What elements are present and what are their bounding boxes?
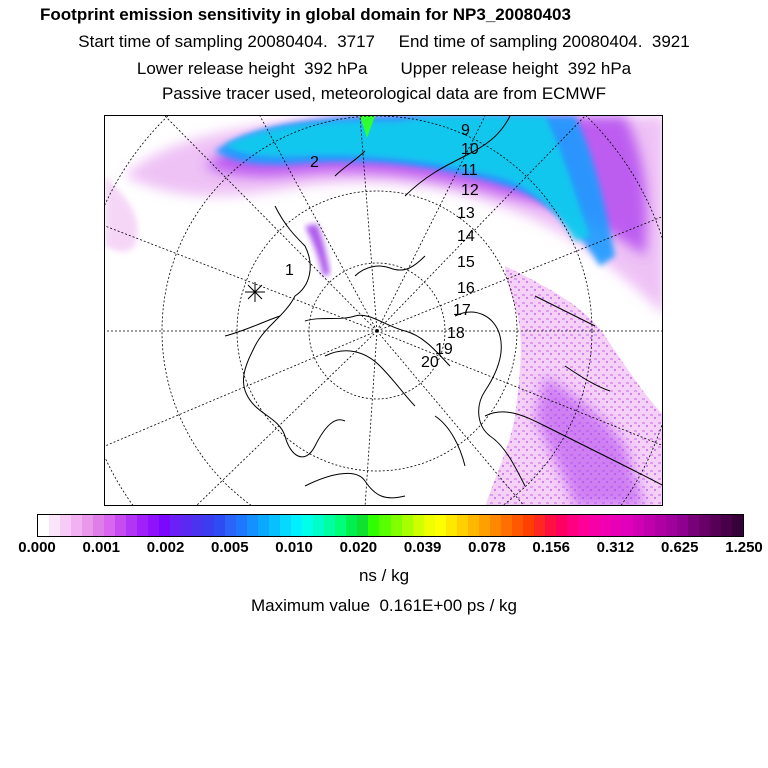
colorbar-segment xyxy=(247,515,258,536)
colorbar-segment xyxy=(82,515,93,536)
colorbar-segment xyxy=(512,515,523,536)
colorbar-tick-label: 0.078 xyxy=(468,539,506,556)
colorbar-segment xyxy=(324,515,335,536)
colorbar-tick-label: 0.010 xyxy=(275,539,313,556)
traj-label-17: 17 xyxy=(453,302,471,319)
colorbar-segment xyxy=(192,515,203,536)
colorbar-segment xyxy=(710,515,721,536)
colorbar-segment xyxy=(258,515,269,536)
colorbar-segment xyxy=(291,515,302,536)
colorbar-segment xyxy=(313,515,324,536)
colorbar-tick-label: 0.000 xyxy=(18,539,56,556)
map-canvas xyxy=(105,116,663,506)
colorbar-segment xyxy=(159,515,170,536)
traj-label-16: 16 xyxy=(457,280,475,297)
colorbar-segment xyxy=(60,515,71,536)
traj-label-1: 1 xyxy=(285,262,294,279)
release-height-line: Lower release height 392 hPa Upper release height 392 hPa xyxy=(136,59,632,78)
colorbar-segment xyxy=(335,515,346,536)
colorbar-segment xyxy=(523,515,534,536)
colorbar-segment xyxy=(126,515,137,536)
traj-label-12: 12 xyxy=(461,182,479,199)
colorbar-segment xyxy=(391,515,402,536)
colorbar-segment xyxy=(38,515,49,536)
colorbar-segment xyxy=(666,515,677,536)
traj-label-20: 20 xyxy=(421,354,439,371)
colorbar-tick-label: 0.625 xyxy=(660,539,699,556)
colorbar-segment xyxy=(413,515,424,536)
colorbar-segment xyxy=(578,515,589,536)
colorbar-segment xyxy=(457,515,468,536)
colorbar-tick-label: 0.039 xyxy=(403,539,442,556)
colorbar-segment xyxy=(280,515,291,536)
colorbar-segment xyxy=(225,515,236,536)
colorbar-segment xyxy=(148,515,159,536)
colorbar-segment xyxy=(424,515,435,536)
colorbar-segment xyxy=(699,515,710,536)
colorbar-segment xyxy=(435,515,446,536)
colorbar-segment xyxy=(236,515,247,536)
colorbar-segment xyxy=(633,515,644,536)
traj-label-10: 10 xyxy=(461,141,479,158)
colorbar-segment xyxy=(490,515,501,536)
release-marker xyxy=(245,282,265,302)
colorbar-segment xyxy=(644,515,655,536)
traj-label-2: 2 xyxy=(310,154,319,171)
colorbar-segment xyxy=(357,515,368,536)
colorbar-segment xyxy=(501,515,512,536)
colorbar-segment xyxy=(479,515,490,536)
traj-label-14: 14 xyxy=(457,228,475,245)
colorbar-segment xyxy=(655,515,666,536)
colorbar-segment xyxy=(721,515,732,536)
colorbar-segment xyxy=(379,515,390,536)
emission-plume xyxy=(105,116,663,506)
sampling-time-line: Start time of sampling 20080404. 3717 End time of sampling 20080404. 3921 xyxy=(78,32,690,51)
colorbar-segment xyxy=(446,515,457,536)
colorbar-segment xyxy=(93,515,104,536)
colorbar-segment xyxy=(468,515,479,536)
colorbar-tick-label: 0.312 xyxy=(596,539,635,556)
colorbar-segment xyxy=(104,515,115,536)
colorbar-units: ns / kg xyxy=(358,566,410,585)
map-title: Footprint emission sensitivity in global domain for NP3_20080403 xyxy=(40,5,571,24)
colorbar-segment xyxy=(137,515,148,536)
colorbar-tick-label: 0.001 xyxy=(82,539,121,556)
colorbar-segment xyxy=(688,515,699,536)
colorbar-tick-label: 0.156 xyxy=(532,539,570,556)
colorbar-segment xyxy=(346,515,357,536)
colorbar-segment xyxy=(589,515,600,536)
colorbar-segment xyxy=(115,515,126,536)
colorbar-segment xyxy=(611,515,622,536)
tracer-info-line: Passive tracer used, meteorological data are from ECMWF xyxy=(161,84,607,103)
colorbar-segment xyxy=(368,515,379,536)
traj-label-13: 13 xyxy=(457,205,475,222)
polar-map xyxy=(104,115,663,506)
colorbar-segment xyxy=(402,515,413,536)
colorbar-segment xyxy=(49,515,60,536)
colorbar xyxy=(37,514,744,537)
colorbar-segment xyxy=(556,515,567,536)
traj-label-18: 18 xyxy=(447,325,465,342)
max-value-text: Maximum value 0.161E+00 ps / kg xyxy=(251,596,517,615)
colorbar-segment xyxy=(622,515,633,536)
colorbar-segment xyxy=(732,515,743,536)
colorbar-segment xyxy=(71,515,82,536)
colorbar-segment xyxy=(567,515,578,536)
traj-label-15: 15 xyxy=(457,254,475,271)
colorbar-segment xyxy=(545,515,556,536)
colorbar-tick-label: 0.005 xyxy=(211,539,249,556)
colorbar-segment xyxy=(170,515,181,536)
colorbar-segment xyxy=(677,515,688,536)
colorbar-tick-label: 0.020 xyxy=(339,539,378,556)
colorbar-segment xyxy=(302,515,313,536)
colorbar-segment xyxy=(214,515,225,536)
traj-label-19: 19 xyxy=(435,341,453,358)
colorbar-segment xyxy=(600,515,611,536)
colorbar-tick-label: 0.002 xyxy=(146,539,185,556)
traj-label-9: 9 xyxy=(461,122,470,139)
colorbar-segment xyxy=(203,515,214,536)
traj-label-11: 11 xyxy=(461,162,478,179)
colorbar-segment xyxy=(269,515,280,536)
colorbar-tick-label: 1.250 xyxy=(725,539,763,556)
colorbar-segment xyxy=(181,515,192,536)
colorbar-segment xyxy=(534,515,545,536)
